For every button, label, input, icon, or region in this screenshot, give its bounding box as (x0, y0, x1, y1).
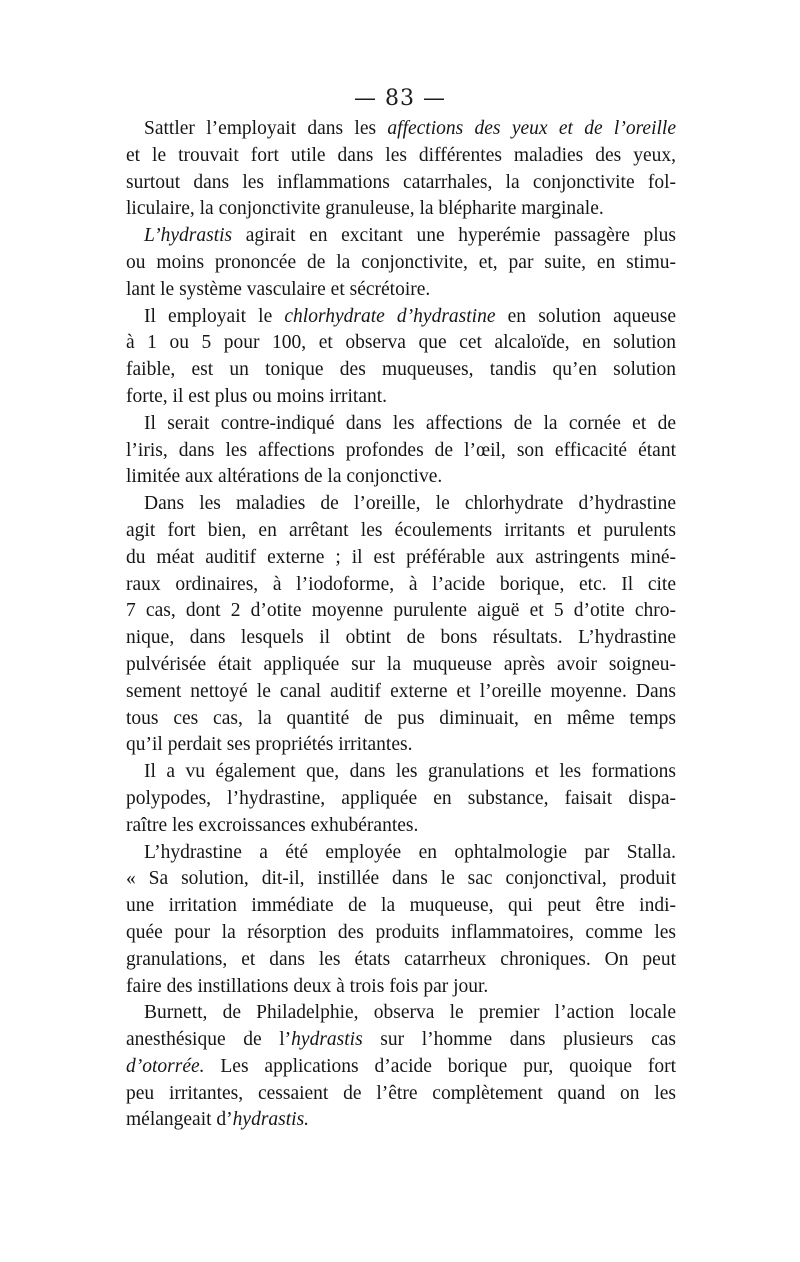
italic-run: L’hydrastis (144, 225, 233, 247)
text-run: L’hydrastine a été employée en ophtalmologie par Stalla. (144, 841, 676, 863)
text-run: granulations, et dans les états catarrheux chroniques. On peut (126, 948, 676, 970)
text-run: anesthésique de l’ (126, 1029, 292, 1051)
text-line (126, 223, 676, 250)
text-run: limitée aux altérations de la conjonctive. (126, 466, 443, 488)
text-run: peu irritantes, cessaient de l’être complètement quand on les (126, 1082, 676, 1104)
text-run: agirait en excitant une hyperémie passagère plus (232, 225, 676, 247)
text-run: raître les excroissances exhubérantes. (126, 814, 419, 836)
italic-run: chlorhydrate d’hydrastine (284, 305, 496, 327)
text-run: pulvérisée était appliquée sur la muqueuse après avoir soigneu- (126, 653, 676, 675)
text-line (126, 1081, 676, 1108)
text-line (126, 491, 676, 518)
text-line (126, 116, 676, 143)
paragraph (126, 491, 676, 759)
text-run: l’iris, dans les affections profondes de l’œil, son efficacité étant (126, 439, 676, 461)
text-run: Il serait contre-indiqué dans les affections de la cornée et de (144, 412, 676, 434)
text-run: Il employait le (144, 305, 285, 327)
paragraph (126, 411, 676, 491)
paragraph (126, 304, 676, 411)
text-run: liculaire, la conjonctivite granuleuse, la blépharite marginale. (126, 198, 604, 220)
text-run: faire des instillations deux à trois fois par jour. (126, 975, 489, 997)
text-run: lant le système vasculaire et sécrétoire. (126, 278, 431, 300)
text-line (126, 1000, 676, 1027)
text-line (126, 598, 676, 625)
text-line (126, 625, 676, 652)
italic-run: affections des yeux et de l’oreille (387, 118, 676, 139)
text-line (126, 518, 676, 545)
text-run: agit fort bien, en arrêtant les écoulements irritants et purulents (126, 519, 676, 541)
text-line (126, 732, 676, 759)
text-line (126, 920, 676, 947)
text-line (126, 786, 676, 813)
text-run: Sattler l’employait dans les (144, 118, 388, 139)
text-run: Les applications d’acide borique pur, quoique fort (204, 1055, 676, 1077)
text-line (126, 947, 676, 974)
text-line (126, 196, 676, 223)
text-run: qu’il perdait ses propriétés irritantes. (126, 734, 413, 756)
text-run: ou moins prononcée de la conjonctivite, et, par suite, en stimu- (126, 251, 676, 273)
text-line (126, 1107, 676, 1134)
text-line (126, 330, 676, 357)
text-line (126, 706, 676, 733)
paragraph (126, 1000, 676, 1134)
paragraph (126, 223, 676, 303)
text-line (126, 840, 676, 867)
text-run: sur l’homme dans plusieurs cas (362, 1029, 676, 1051)
text-line (126, 572, 676, 599)
text-line (126, 1027, 676, 1054)
text-run: Dans les maladies de l’oreille, le chlorhydrate d’hydrastine (144, 493, 676, 515)
text-line (126, 304, 676, 331)
text-line (126, 411, 676, 438)
text-run: tous ces cas, la quantité de pus diminuait, en même temps (126, 707, 676, 729)
text-run: forte, il est plus ou moins irritant. (126, 385, 388, 407)
italic-run: hydrastis. (232, 1109, 310, 1131)
text-run: raux ordinaires, à l’iodoforme, à l’acide borique, etc. Il cite (126, 573, 676, 595)
text-line (126, 250, 676, 277)
text-run: Burnett, de Philadelphie, observa le premier l’action locale (144, 1002, 676, 1024)
text-line (126, 143, 676, 170)
text-line (126, 277, 676, 304)
text-run: quée pour la résorption des produits inflammatoires, comme les (126, 921, 676, 943)
paragraph (126, 840, 676, 1001)
text-line (126, 813, 676, 840)
text-line (126, 357, 676, 384)
text-run: du méat auditif externe ; il est préférable aux astringents miné- (126, 546, 676, 568)
text-run: une irritation immédiate de la muqueuse, qui peut être indi- (126, 895, 676, 917)
text-line (126, 866, 676, 893)
text-line (126, 464, 676, 491)
text-run: mélangeait d’ (126, 1109, 233, 1131)
text-line (126, 545, 676, 572)
text-run: à 1 ou 5 pour 100, et observa que cet alcaloïde, en solution (126, 332, 676, 354)
text-line (126, 893, 676, 920)
text-run: Il a vu également que, dans les granulations et les formations (144, 761, 676, 783)
paragraph (126, 116, 676, 223)
text-run: sement nettoyé le canal auditif externe et l’oreille moyenne. Dans (126, 680, 676, 702)
text-line (126, 384, 676, 411)
page-number: — 83 — (354, 86, 446, 111)
text-line (126, 652, 676, 679)
text-line (126, 438, 676, 465)
text-run: polypodes, l’hydrastine, appliquée en substance, faisait dispa- (126, 787, 676, 809)
italic-run: d’otorrée. (126, 1055, 205, 1077)
text-run: et le trouvait fort utile dans les différentes maladies des yeux, (126, 144, 676, 166)
text-run: faible, est un tonique des muqueuses, tandis qu’en solution (126, 359, 676, 381)
text-run: surtout dans les inflammations catarrhales, la conjonctivite fol- (126, 171, 676, 193)
text-line (126, 759, 676, 786)
text-run: « Sa solution, dit-il, instillée dans le sac conjonctival, produit (126, 868, 676, 890)
text-run: 7 cas, dont 2 d’otite moyenne purulente aiguë et 5 d’otite chro- (126, 600, 676, 622)
text-line (126, 974, 676, 1001)
italic-run: hydrastis (291, 1029, 363, 1051)
text-run: en solution aqueuse (495, 305, 676, 327)
text-run: nique, dans lesquels il obtint de bons résultats. L’hydrastine (126, 627, 676, 649)
text-line (126, 170, 676, 197)
body-text (126, 116, 676, 1134)
paragraph (126, 759, 676, 839)
text-line (126, 1054, 676, 1081)
text-line (126, 679, 676, 706)
